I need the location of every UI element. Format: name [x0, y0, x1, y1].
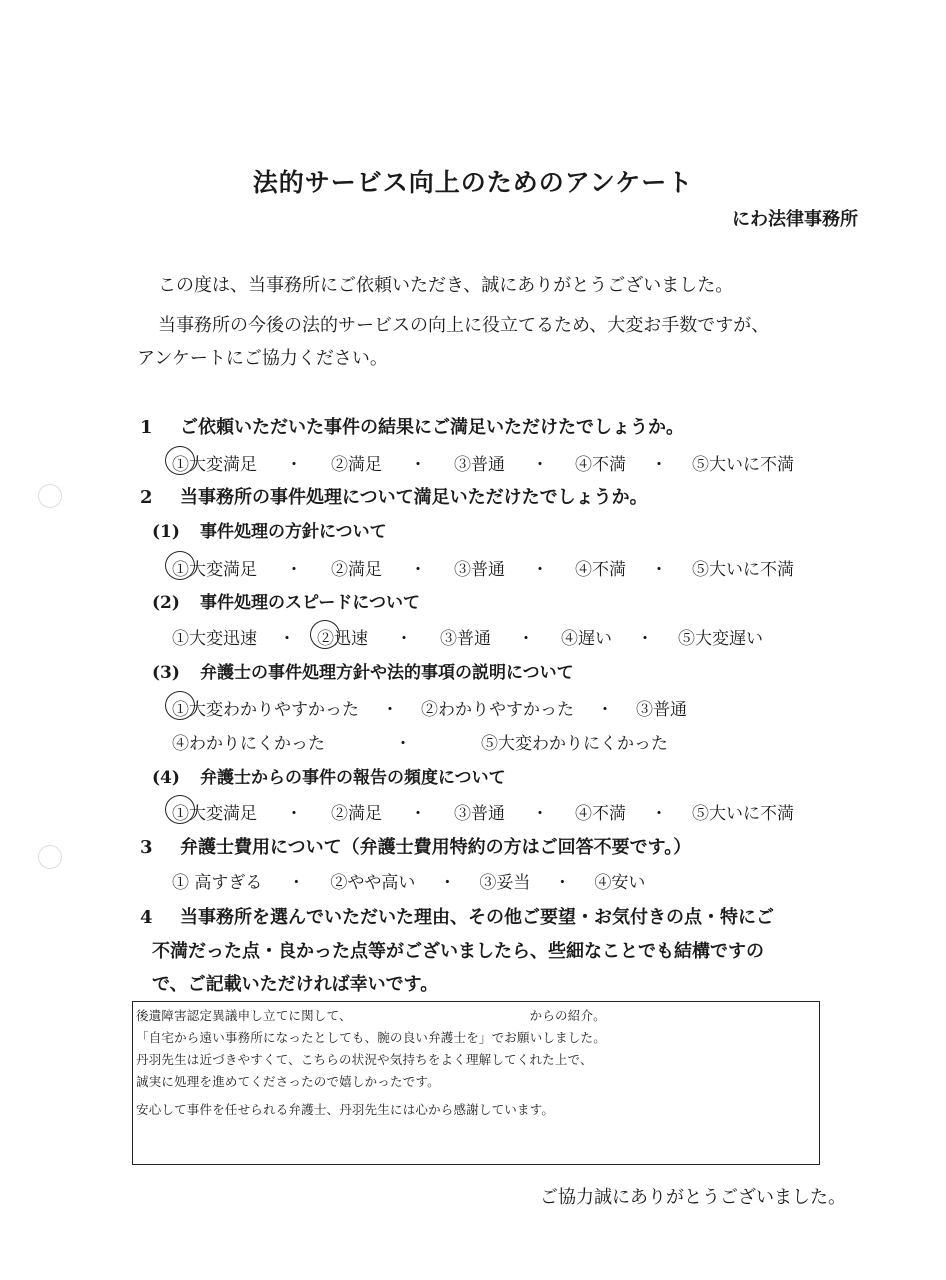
option-unclear[interactable]: ④わかりにくかった [172, 734, 325, 754]
option-very-dissatisfied[interactable]: ⑤大いに不満 [692, 455, 794, 475]
separator: ・ [285, 560, 303, 580]
q2-1-options [172, 555, 794, 580]
separator: ・ [517, 629, 535, 649]
separator: ・ [650, 455, 668, 475]
subquestion-2-1 [152, 517, 387, 542]
option-somewhat-high[interactable]: ②やや高い [330, 873, 416, 893]
question-2 [140, 483, 648, 509]
option-very-clear[interactable]: ①大変わかりやすかった [172, 695, 359, 720]
question-text: ご依頼いただいた事件の結果にご満足いただけたでしょうか。 [180, 417, 684, 438]
option-cheap[interactable]: ④安い [594, 873, 646, 893]
firm-name: にわ法律事務所 [732, 209, 858, 230]
option-very-slow[interactable]: ⑤大変遅い [678, 629, 763, 649]
q1-options [172, 450, 794, 475]
option-very-fast[interactable]: ①大変迅速 [172, 629, 257, 649]
answer-line-1 [136, 1006, 606, 1024]
answer-line-1-start: 後遺障害認定異議申し立てに関して、 [136, 1008, 352, 1023]
subquestion-number: (2) [152, 593, 180, 613]
option-neutral[interactable]: ③普通 [636, 700, 687, 720]
option-neutral[interactable]: ③普通 [440, 629, 491, 649]
subquestion-2-2 [152, 588, 420, 613]
punch-hole-mark [38, 845, 62, 869]
question-1 [140, 413, 684, 439]
subquestion-text: 弁護士の事件処理方針や法的事項の説明について [200, 663, 574, 683]
option-neutral[interactable]: ③普通 [454, 560, 505, 580]
separator: ・ [285, 804, 303, 824]
separator: ・ [553, 873, 571, 893]
option-very-satisfied[interactable]: ①大変満足 [172, 799, 257, 824]
option-very-satisfied[interactable]: ①大変満足 [172, 555, 257, 580]
answer-line-2: 「自宅から遠い事務所になったとしても、腕の良い弁護士を」でお願いしました。 [136, 1030, 606, 1045]
separator: ・ [409, 560, 427, 580]
separator: ・ [409, 804, 427, 824]
subquestion-2-4 [152, 763, 506, 788]
option-satisfied[interactable]: ②満足 [331, 455, 382, 475]
punch-hole-mark [38, 484, 62, 508]
subquestion-number: (1) [152, 522, 180, 542]
separator: ・ [278, 629, 296, 649]
subquestion-number: (3) [152, 663, 180, 683]
option-fast[interactable]: ②迅速 [317, 624, 368, 649]
subquestion-number: (4) [152, 768, 180, 788]
option-dissatisfied[interactable]: ④不満 [575, 560, 626, 580]
question-text: 弁護士費用について（弁護士費用特約の方はご回答不要です。） [180, 837, 692, 858]
separator: ・ [636, 629, 654, 649]
subquestion-text: 事件処理の方針について [200, 522, 387, 542]
q2-2-options [172, 624, 763, 649]
intro-line-2: 当事務所の今後の法的サービスの向上に役立てるため、大変お手数ですが、 [158, 315, 770, 336]
subquestion-text: 弁護士からの事件の報告の頻度について [200, 768, 506, 788]
separator: ・ [596, 700, 614, 720]
option-very-dissatisfied[interactable]: ⑤大いに不満 [692, 804, 794, 824]
question-text: 当事務所の事件処理について満足いただけたでしょうか。 [180, 487, 648, 508]
option-slow[interactable]: ④遅い [561, 629, 612, 649]
option-neutral[interactable]: ③普通 [454, 455, 505, 475]
option-dissatisfied[interactable]: ④不満 [575, 804, 626, 824]
separator: ・ [650, 804, 668, 824]
question-3 [140, 833, 691, 859]
question-number: 3 [140, 837, 153, 858]
page-title: 法的サービス向上のためのアンケート [252, 168, 694, 197]
option-very-unclear[interactable]: ⑤大変わかりにくかった [481, 734, 668, 754]
option-reasonable[interactable]: ③妥当 [479, 873, 531, 893]
separator: ・ [531, 804, 549, 824]
option-too-high[interactable]: ① 高すぎる [172, 873, 263, 893]
answer-line-5: 安心して事件を任せられる弁護士、丹羽先生には心から感謝しています。 [136, 1102, 555, 1117]
q2-3-options-row-2 [172, 729, 668, 754]
option-dissatisfied[interactable]: ④不満 [575, 455, 626, 475]
separator: ・ [531, 560, 549, 580]
separator: ・ [395, 629, 413, 649]
question-text-line-3: で、ご記載いただければ幸いです。 [152, 974, 439, 995]
separator: ・ [409, 455, 427, 475]
q3-options [172, 868, 645, 893]
option-clear[interactable]: ②わかりやすかった [421, 700, 574, 720]
question-4 [140, 903, 774, 929]
question-number: 1 [140, 417, 153, 438]
answer-line-4: 誠実に処理を進めてくださったので嬉しかったです。 [136, 1074, 440, 1089]
separator: ・ [650, 560, 668, 580]
intro-line-3: アンケートにご協力ください。 [137, 348, 388, 369]
answer-line-1-tail: からの紹介。 [529, 1008, 606, 1023]
separator: ・ [381, 700, 399, 720]
answer-line-3: 丹羽先生は近づきやすくて、こちらの状況や気持ちをよく理解してくれた上で、 [136, 1052, 593, 1067]
separator: ・ [285, 455, 303, 475]
subquestion-2-3 [152, 658, 574, 683]
intro-line-1: この度は、当事務所にご依頼いただき、誠にありがとうございました。 [158, 275, 734, 296]
separator: ・ [287, 873, 305, 893]
free-text-answer-box[interactable] [132, 1001, 820, 1165]
question-text-line-1: 当事務所を選んでいただいた理由、その他ご要望・お気付きの点・特にご [180, 907, 774, 928]
separator: ・ [438, 873, 456, 893]
option-very-satisfied[interactable]: ①大変満足 [172, 450, 257, 475]
q2-4-options [172, 799, 794, 824]
q2-3-options-row-1 [172, 695, 687, 720]
separator: ・ [394, 734, 412, 754]
separator: ・ [531, 455, 549, 475]
question-number: 2 [140, 487, 153, 508]
closing-message: ご協力誠にありがとうございました。 [540, 1187, 846, 1208]
option-very-dissatisfied[interactable]: ⑤大いに不満 [692, 560, 794, 580]
question-text-line-2: 不満だった点・良かった点等がございましたら、些細なことでも結構ですの [152, 941, 764, 962]
question-number: 4 [140, 907, 153, 928]
subquestion-text: 事件処理のスピードについて [200, 593, 420, 613]
option-satisfied[interactable]: ②満足 [331, 804, 382, 824]
option-satisfied[interactable]: ②満足 [331, 560, 382, 580]
option-neutral[interactable]: ③普通 [454, 804, 505, 824]
